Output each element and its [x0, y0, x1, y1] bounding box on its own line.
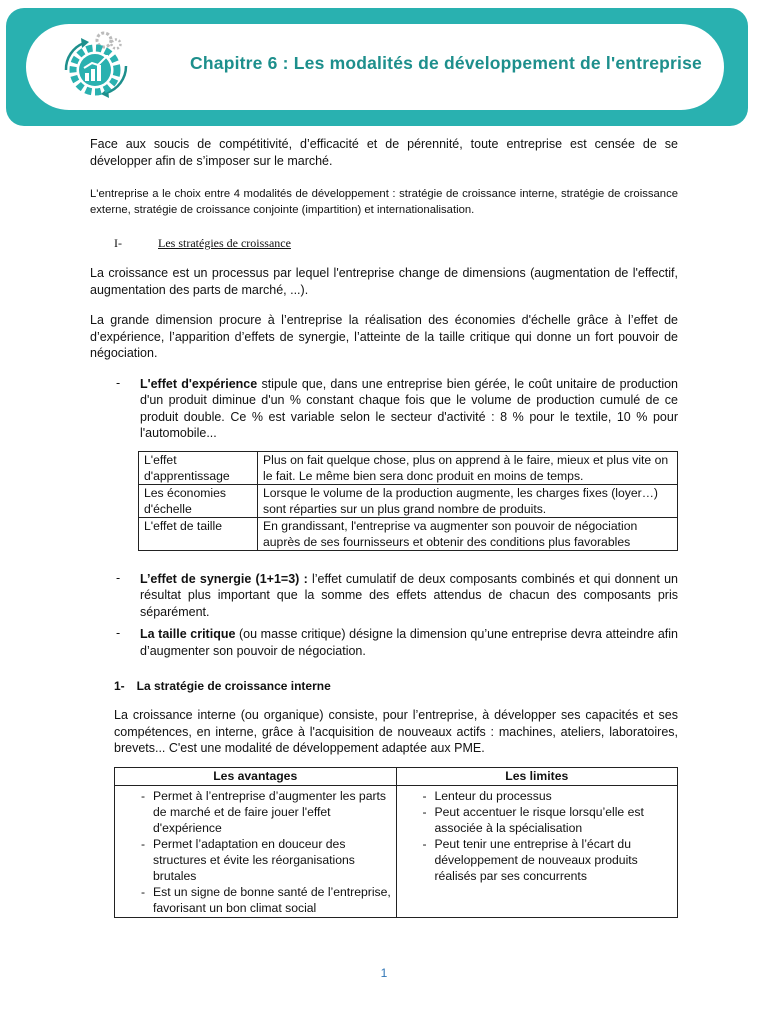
table-cell-definition: Lorsque le volume de la production augmente, les charges fixes (loyer…) sont réparties sur un plus grand nombre de produits. — [258, 484, 678, 517]
table-row — [139, 484, 678, 517]
banner-title-area — [26, 24, 724, 110]
list-item — [401, 804, 674, 836]
bullet-critical-size — [116, 626, 678, 659]
subsection-title: La stratégie de croissance interne — [136, 679, 331, 693]
advantages-limits-table — [114, 767, 678, 918]
list-dash: - — [140, 836, 145, 851]
bullet-description: l’effet cumulatif de deux composants combinés et qui donnent un résultat plus important que la somme des effets attendus de chacun des composants pris séparément. — [140, 571, 678, 619]
table-row — [115, 785, 678, 917]
bullet-experience-effect — [116, 376, 678, 442]
modalities-paragraph: L'entreprise a le choix entre 4 modalités de développement : stratégie de croissance interne, stratégie de croissance externe, stratégie de croissance conjointe (impartition) et internationalisation. — [90, 188, 678, 216]
header-limits: Les limites — [396, 767, 678, 785]
intro-paragraph: Face aux soucis de compétitivité, d’efficacité et de pérennité, toute entreprise est censée de se développer afin de s’imposer sur le marché. — [90, 137, 678, 168]
list-item — [119, 884, 392, 916]
list-text: Peut tenir une entreprise à l’écart du développement de nouveaux produits réalisés par ses concurrents — [434, 836, 638, 883]
growth-definition-paragraph: La croissance est un processus par lequel l'entreprise change de dimensions (augmentation de l'effectif, augmentation des parts de marché, ...). — [90, 266, 678, 297]
bullet-text — [140, 626, 678, 659]
list-item — [401, 788, 674, 804]
chapter-title: Chapitre 6 : Les modalités de développement de l'entreprise — [190, 53, 702, 73]
bullet-dash: - — [116, 570, 121, 585]
internal-growth-paragraph: La croissance interne (ou organique) consiste, pour l’entreprise, à développer ses capacités et ses compétences, en interne, grâce à l'acquisition de nouveaux actifs : machines, ateliers, laboratoires, brevets... C'est une modalité de développement adaptée aux PME. — [114, 708, 678, 755]
list-text: Peut accentuer le risque lorsqu’elle est associée à la spécialisation — [434, 804, 644, 835]
bullet-dash: - — [116, 626, 121, 640]
bullet-dash: - — [116, 375, 121, 390]
section-title: Les stratégies de croissance — [158, 236, 291, 250]
subsection-number: 1- — [114, 679, 125, 693]
list-dash: - — [422, 788, 427, 803]
subsection-heading — [114, 679, 678, 693]
table-cell-term: Les économies d'échelle — [139, 484, 258, 517]
bullet-synergy-effect — [116, 571, 678, 621]
list-dash: - — [140, 788, 145, 803]
header-advantages: Les avantages — [115, 767, 397, 785]
table-cell-definition: En grandissant, l'entreprise va augmenter son pouvoir de négociation auprès de ses fournisseurs et obtenir des conditions plus favorables — [258, 517, 678, 550]
bullet-term: L’effet de synergie (1+1=3) : — [140, 571, 308, 586]
large-size-paragraph: La grande dimension procure à l’entreprise la réalisation des économies d'échelle grâce à l’effet de d’expérience, l’apparition d’effets de synergie, l’atteinte de la taille critique qui donne un fort pouvoir de négociation. — [90, 313, 678, 360]
bullet-text — [140, 376, 678, 442]
section-number: I- — [114, 236, 122, 250]
list-text: Permet à l’entreprise d’augmenter les parts de marché et de faire jouer l'effet d'expérience — [153, 788, 387, 835]
list-item — [119, 788, 392, 836]
gear-growth-chart-icon — [54, 26, 138, 108]
document-body — [90, 136, 678, 918]
bullet-text — [140, 571, 678, 621]
table-cell-definition: Plus on fait quelque chose, plus on apprend à le faire, mieux et plus vite on le fait. Le même bien sera donc produit en moins de temps. — [258, 451, 678, 484]
bullet-description: (ou masse critique) désigne la dimension qu’une entreprise devra atteindre afin d’augmenter son pouvoir de négociation. — [140, 627, 678, 658]
bullet-term: L'effet d'expérience — [140, 376, 258, 391]
table-row — [139, 451, 678, 484]
list-dash: - — [422, 836, 427, 851]
page-number: 1 — [380, 966, 388, 980]
table-cell-term: L'effet de taille — [139, 517, 258, 550]
list-text: Est un signe de bonne santé de l’entreprise, favorisant un bon climat social — [153, 884, 391, 915]
limits-cell — [396, 785, 678, 917]
bullet-description: stipule que, dans une entreprise bien gérée, le coût unitaire de production d'un produit diminue d'un % constant chaque fois que le volume de production cumulé de ce produit double. Ce % est variable selon le secteur d'activité : 8 % pour le textile, 10 % pour l'automobile... — [140, 376, 678, 440]
list-dash: - — [422, 804, 427, 819]
table-cell-term: L'effet d'apprentissage — [139, 451, 258, 484]
table-row — [139, 517, 678, 550]
bullet-term: La taille critique — [140, 627, 236, 641]
list-text: Permet l’adaptation en douceur des structures et évite les réorganisations brutales — [153, 836, 355, 883]
table-header-row — [115, 767, 678, 785]
advantages-cell — [115, 785, 397, 917]
chapter-banner — [6, 8, 748, 126]
list-dash: - — [140, 884, 145, 899]
effects-table — [138, 451, 678, 551]
list-item — [119, 836, 392, 884]
list-text: Lenteur du processus — [434, 788, 552, 803]
section-heading — [114, 236, 678, 251]
list-item — [401, 836, 674, 884]
